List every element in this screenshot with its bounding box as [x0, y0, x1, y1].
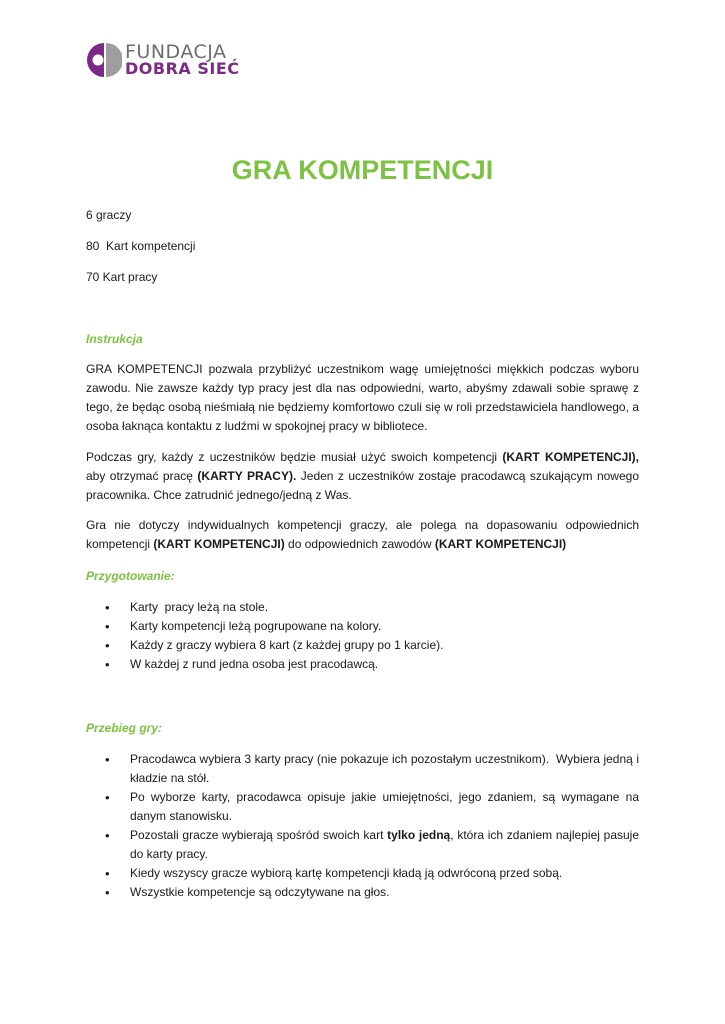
list-item-text: Karty kompetencji leżą pogrupowane na kolory. [130, 619, 382, 633]
gameplay-heading: Przebieg gry: [86, 721, 163, 735]
p3-bold-d: (KART KOMPETENCJI) [434, 537, 567, 551]
bullet-icon: • [105, 885, 110, 900]
logo-text-line2: DOBRA SIEĆ [125, 59, 240, 78]
logo-mark-icon [86, 42, 122, 78]
instruction-heading: Instrukcja [86, 332, 143, 346]
list-item-bold: tylko jedną [387, 828, 451, 842]
list-item-text: Po wyborze karty, pracodawca opisuje jakie umiejętności, jego zdaniem, są wymagane na danym stanowisku. [130, 790, 639, 823]
list-item-text: Kiedy wszyscy gracze wybiorą kartę kompetencji kładą ją odwróconą przed sobą. [130, 866, 563, 880]
list-item-text: , która ich zdaniem najlepiej pasuje do karty pracy. [130, 828, 640, 861]
p2-bold-d: (KARTY PRACY). [197, 469, 297, 483]
page-title: GRA KOMPETENCJI [231, 155, 494, 185]
bullet-icon: • [105, 657, 110, 672]
p3-bold-b: (KART KOMPETENCJI) [153, 537, 285, 551]
list-item [86, 598, 639, 617]
bullet-icon: • [105, 866, 110, 881]
p2-bold-b: (KART KOMPETENCJI), [502, 450, 639, 464]
p3-text-c: do odpowiednich zawodów [284, 537, 435, 551]
list-item [86, 750, 643, 788]
p2-text-e: Jeden z uczestników zostaje pracodawcą szukającym nowego pracownika. Chce zatrudnić jednego/jedną z Was. [86, 469, 639, 502]
bullet-icon: • [105, 828, 110, 843]
bullet-icon: • [105, 619, 110, 634]
bullet-icon: • [105, 600, 110, 615]
list-item-text: Pozostali gracze wybierają spośród swoich kart [130, 828, 388, 842]
work-cards-count: 70 Kart pracy [86, 270, 158, 284]
list-item [86, 617, 639, 636]
preparation-list [86, 598, 639, 674]
list-item [86, 826, 639, 864]
gameplay-list [86, 750, 643, 902]
list-item-text: W każdej z rund jedna osoba jest pracodawcą. [130, 657, 379, 671]
preparation-heading: Przygotowanie: [86, 569, 175, 583]
list-item [86, 864, 639, 883]
logo-text-line1: FUNDACJA [125, 41, 227, 63]
p2-text-a: Podczas gry, każdy z uczestników będzie musiał użyć swoich kompetencji [86, 450, 503, 464]
p3-text-a: Gra nie dotyczy indywidualnych kompetencji graczy, ale polega na dopasowaniu odpowiednich kompetencji [86, 518, 639, 551]
instruction-paragraph-2 [86, 448, 639, 505]
players-count: 6 graczy [86, 208, 132, 222]
list-item-text: Karty pracy leżą na stole. [130, 600, 269, 614]
list-item [86, 636, 639, 655]
p2-text-c: aby otrzymać pracę [86, 469, 198, 483]
list-item [86, 655, 639, 674]
instruction-paragraph-1: GRA KOMPETENCJI pozwala przybliżyć uczestnikom wagę umiejętności miękkich podczas wyboru zawodu. Nie zawsze każdy typ pracy jest dla nas odpowiedni, warto, abyśmy zdawali sobie sprawę z tego, że będąc osobą nieśmiałą nie będziemy komfortowo czuli się w roli przedstawiciela handlowego, a osoba łaknąca kontaktu z ludźmi w spokojnej pracy w bibliotece. [86, 362, 639, 433]
list-item-text: Każdy z graczy wybiera 8 kart (z każdej grupy po 1 karcie). [130, 638, 444, 652]
competence-cards-count: 80 Kart kompetencji [86, 239, 196, 253]
bullet-icon: • [105, 752, 110, 767]
list-item-text: Pracodawca wybiera 3 karty pracy (nie pokazuje ich pozostałym uczestnikom). Wybiera jedną i kładzie na stół. [130, 752, 643, 785]
bullet-icon: • [105, 638, 110, 653]
list-item-text: Wszystkie kompetencje są odczytywane na głos. [130, 885, 390, 899]
foundation-logo [86, 42, 246, 82]
bullet-icon: • [105, 790, 110, 805]
list-item [86, 883, 639, 902]
instruction-paragraph-3 [86, 516, 639, 554]
list-item [86, 788, 639, 826]
